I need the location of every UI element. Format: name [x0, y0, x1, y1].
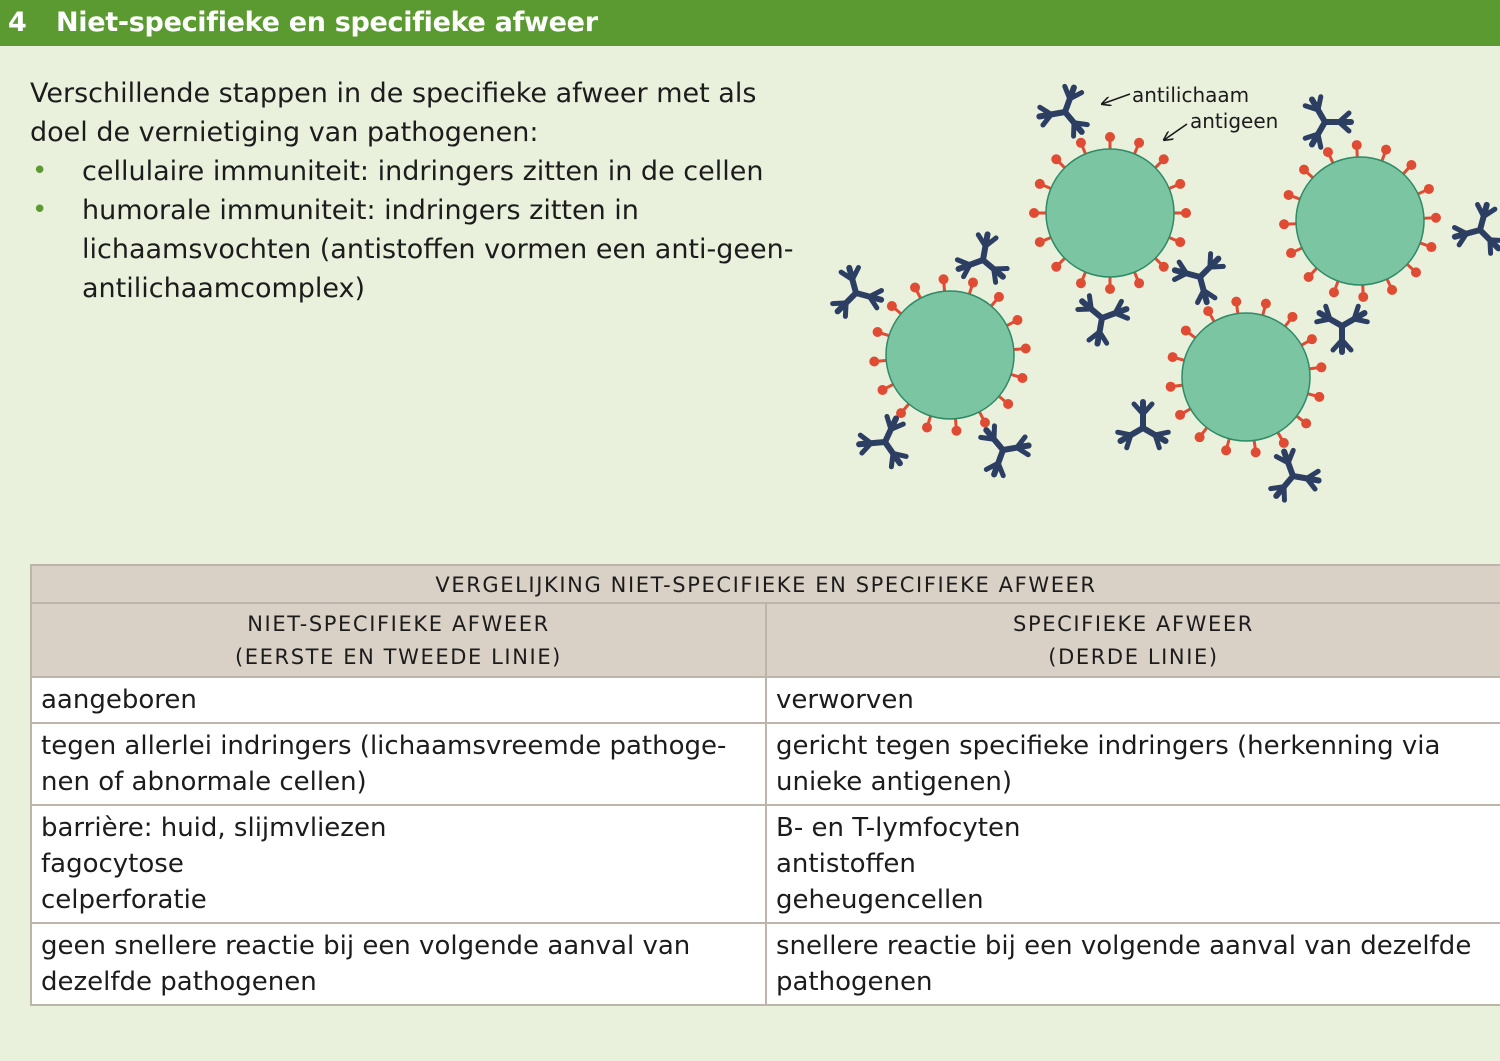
antigen-tip: [1021, 344, 1031, 354]
table-cell: snellere reactie bij een volgende aanval van dezelfde pathogenen: [766, 923, 1500, 1005]
column-header-nonspecific: NIET-SPECIFIEKE AFWEER (EERSTE EN TWEEDE LINIE): [31, 603, 766, 677]
antigen-tip: [922, 422, 932, 432]
antibody-arm: [1076, 294, 1107, 325]
antigen-tip: [1195, 432, 1205, 442]
antigen-tip: [1286, 248, 1296, 258]
antibody: [1449, 198, 1500, 257]
antigen-tip: [994, 292, 1004, 302]
antigen-tip: [1159, 262, 1169, 272]
table-cell: geen snellere reactie bij een volgende aanval van dezelfde pathogenen: [31, 923, 766, 1005]
antigen-tip: [1175, 237, 1185, 247]
antigen-pointer-arrow: [1164, 124, 1187, 140]
antigen-tip: [1358, 292, 1368, 302]
antigen-tip: [1314, 392, 1324, 402]
antibody: [852, 407, 921, 472]
antigen-tip: [1251, 447, 1261, 457]
bullet-dot-icon: •: [32, 195, 48, 225]
antibody-arm: [854, 284, 884, 308]
antibody: [953, 230, 1014, 285]
antigen-tip: [1175, 410, 1185, 420]
antigen-antibody-illustration: [820, 70, 1500, 520]
antigen-tip: [1316, 362, 1326, 372]
antibody-pointer-arrow: [1102, 94, 1130, 104]
antigen-tip: [887, 301, 897, 311]
antibody-arm: [1333, 326, 1351, 352]
pathogen-cell-body: [886, 291, 1014, 419]
table-caption-row: [31, 565, 1500, 603]
antigen-tip: [1029, 208, 1039, 218]
antibody-arm: [1269, 470, 1300, 501]
bullet-dot-icon: •: [32, 156, 48, 186]
bullet-text: cellulaire immuniteit: indringers zitten in de cellen: [82, 156, 764, 187]
column-header-specific: SPECIFIEKE AFWEER (DERDE LINIE): [766, 603, 1500, 677]
antigen-tip: [1406, 160, 1416, 170]
antigen-tip: [1261, 299, 1271, 309]
table-row: [31, 805, 1500, 923]
antigen-tip: [1221, 445, 1231, 455]
antigen-tip: [968, 278, 978, 288]
antigen-tip: [1431, 213, 1441, 223]
antibody-arm: [831, 287, 862, 318]
comparison-table: [30, 564, 1500, 1006]
antigen-tip: [951, 426, 961, 436]
antigen-tip: [1003, 399, 1013, 409]
pathogen-cell-body: [1046, 149, 1174, 277]
bullet-text: humorale immuniteit: indringers zitten in lichaamsvochten (antistoffen vormen een anti-geen-antilichaamcomplex): [82, 195, 794, 304]
antigen-tip: [1426, 242, 1436, 252]
intro-text: [30, 74, 810, 308]
antigen-tip: [873, 327, 883, 337]
antigen-tip: [1231, 297, 1241, 307]
antigen-tip: [910, 283, 920, 293]
antibody-arm: [974, 233, 996, 262]
antigen-tip: [1175, 179, 1185, 189]
antigen-tip: [1284, 190, 1294, 200]
antibody-arm: [841, 266, 865, 296]
antigen-tip: [1287, 312, 1297, 322]
antigen-tip: [1387, 285, 1397, 295]
antibody: [1033, 78, 1100, 140]
antigen-tip: [1105, 284, 1115, 294]
table-cell: barrière: huid, slijmvliezen fagocytose celperforatie: [31, 805, 766, 923]
antigen-tip: [1352, 140, 1362, 150]
list-item: [30, 152, 810, 191]
antibody: [1310, 290, 1378, 360]
antigen-tip: [1051, 154, 1061, 164]
antigen-tip: [980, 417, 990, 427]
antibody-arm: [1191, 275, 1215, 305]
pathogen-cell-body: [1296, 157, 1424, 285]
antibody: [966, 413, 1037, 484]
antibody-arm: [1291, 467, 1320, 489]
antibody-arm: [1325, 113, 1351, 131]
antigen-tip: [1035, 179, 1045, 189]
table-row: [31, 923, 1500, 1005]
antibody: [823, 261, 887, 320]
antibody-label: antilichaam: [1132, 83, 1250, 107]
antibody-arm: [1173, 262, 1203, 286]
antibody: [1073, 284, 1135, 351]
table-row: [31, 677, 1500, 723]
bullet-list: [30, 152, 810, 308]
table-cell: aangeboren: [31, 677, 766, 723]
antigen-tip: [1012, 315, 1022, 325]
antigen-tip: [1166, 382, 1176, 392]
table-header-row: [31, 603, 1500, 677]
antibody: [1116, 402, 1170, 449]
antigen-tip: [1411, 267, 1421, 277]
pathogen-cell: [1029, 132, 1191, 294]
table-row: [31, 723, 1500, 805]
antigen-tip: [1304, 272, 1314, 282]
antibody-arm: [1471, 203, 1495, 233]
antigen-tip: [1181, 208, 1191, 218]
antigen-tip: [1424, 184, 1434, 194]
antigen-label: antigeen: [1190, 109, 1279, 133]
section-number: 4: [8, 7, 27, 38]
antigen-tip: [1299, 165, 1309, 175]
pathogen-cell: [1166, 297, 1327, 458]
antigen-tip: [1076, 138, 1086, 148]
antibody-arm: [1453, 221, 1483, 245]
antigen-tip: [1017, 373, 1027, 383]
antigen-tip: [939, 274, 949, 284]
pathogen-cell: [1279, 140, 1441, 302]
table-cell: gericht tegen specifieke indringers (herkenning via unieke antigenen): [766, 723, 1500, 805]
antibody: [1166, 240, 1237, 311]
antigen-tip: [1035, 237, 1045, 247]
antigen-tip: [1181, 326, 1191, 336]
section-header: [0, 0, 1500, 46]
antigen-tip: [869, 356, 879, 366]
section-title: Niet-specifieke en specifieke afweer: [56, 7, 598, 38]
antigen-tip: [878, 385, 888, 395]
antigen-tip: [1279, 219, 1289, 229]
antibody-arm: [1134, 402, 1152, 428]
antigen-tip: [1323, 147, 1333, 157]
antibody-arm: [858, 433, 885, 453]
table-cell: tegen allerlei indringers (lichaamsvreemde pathoge- nen of abnormale cellen): [31, 723, 766, 805]
table-cell: verworven: [766, 677, 1500, 723]
antigen-tip: [1301, 418, 1311, 428]
antigen-tip: [1168, 352, 1178, 362]
antibody: [1289, 86, 1359, 154]
antigen-tip: [1159, 154, 1169, 164]
antigen-tip: [1279, 438, 1289, 448]
antigen-tip: [1329, 287, 1339, 297]
pathogen-cell-body: [1182, 313, 1310, 441]
antigen-tip: [1134, 138, 1144, 148]
antibody-arm: [1001, 437, 1030, 459]
antibody-arm: [1038, 103, 1067, 125]
antigen-tip: [1076, 278, 1086, 288]
antigen-tip: [1203, 306, 1213, 316]
antigen-tip: [1105, 132, 1115, 142]
table-cell: B- en T-lymfocyten antistoffen geheugencellen: [766, 805, 1500, 923]
antigen-tip: [1051, 262, 1061, 272]
pathogen-cell: [869, 274, 1030, 435]
antigen-tip: [1134, 278, 1144, 288]
list-item: [30, 191, 810, 308]
intro-paragraph: Verschillende stappen in de specifieke afweer met als doel de vernietiging van pathogenen:: [30, 78, 757, 148]
table-caption: VERGELIJKING NIET-SPECIFIEKE EN SPECIFIEKE AFWEER: [31, 565, 1500, 603]
antigen-tip: [1307, 334, 1317, 344]
antigen-antibody-complex-diagram: [820, 70, 1500, 520]
antibody-arm: [1089, 316, 1111, 345]
antigen-tip: [1381, 145, 1391, 155]
antibody: [1259, 442, 1326, 504]
